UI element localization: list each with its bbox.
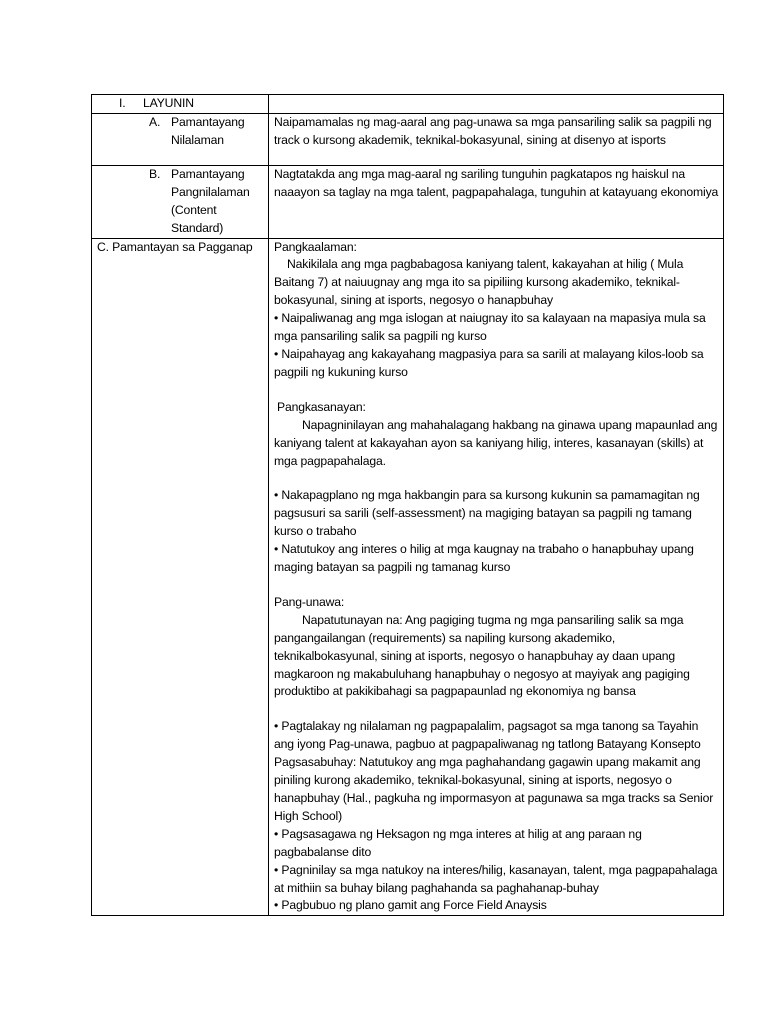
list-item: • Pagsasagawa ng Heksagon ng mga interes at hilig at ang paraan ng pagbabalanse dito	[274, 826, 642, 859]
row-letter: B.	[149, 166, 161, 181]
row-label-cell	[92, 238, 269, 916]
row-content-cell	[269, 165, 724, 238]
list-item: • Natutukoy ang interes o hilig at mga kaugnay na trabaho o hanapbuhay upang maging batayan sa pagpili ng tamanag kurso	[274, 542, 694, 575]
row-content: Naipamamalas ng mag-aaral ang pag-unawa sa mga pansariling salik sa pagpili ng track o kursong akademik, teknikal-bokasyunal, sining at disenyo at isports	[274, 114, 712, 147]
list-item: • Nakapagplano ng mga hakbangin para sa kursong kukunin sa pamamagitan ng pagsusuri sa sarili (self-assessment) na magiging batayan sa pagpili ng tamang kurso o trabaho	[274, 488, 700, 539]
table-row	[92, 165, 724, 238]
empty-header-cell	[269, 95, 724, 114]
pangunawa-intro: Napatutunayan na: Ang pagiging tugma ng mga pansariling salik sa mga pangangailangan (requirements) sa napiling kursong akademiko, teknikalbokasyunal, sining at isports, negosyo o hanapbuhay ay daan upang magkaroon ng makabuluhang hanapbuhay o negosyo at mayiyak ang pagiging produktibo at pakikibahagi sa pagpapaunlad ng ekonomiya ng bansa	[274, 612, 690, 699]
section-numeral: I.	[119, 96, 126, 110]
lesson-plan-table	[91, 94, 724, 916]
row-letter: A.	[149, 114, 161, 129]
row-content: Nagtatakda ang mga mag-aaral ng sariling tunguhin pagkatapos ng haiskul na naaayon sa taglay na mga talent, pagpapahalaga, tunguhin at katayuang ekonomiya	[274, 166, 719, 199]
pangkasanayan-intro: Napagninilayan ang mahahalagang hakbang na ginawa upang mapaunlad ang kaniyang talent at kakayahan ayon sa kaniyang hilig, interes, kasanayan (skills) at mga pagpapahalaga.	[274, 417, 718, 468]
row-label-cell	[92, 165, 269, 238]
table-row	[92, 238, 724, 916]
row-label: Pamantayang Pangnilalaman (Content Standard)	[171, 166, 250, 235]
list-item: • Pagninilay sa mga natukoy na interes/hilig, kasanayan, talent, mga pagpapahalaga at mithiin sa buhay bilang paghahanda sa paghahanap-buhay	[274, 862, 718, 895]
row-label-cell	[92, 113, 269, 165]
list-item: • Pagbubuo ng plano gamit ang Force Field Anaysis	[274, 898, 547, 913]
table-row	[92, 113, 724, 165]
list-item: • Pagtalakay ng nilalaman ng pagpapalalim, pagsagot sa mga tanong sa Tayahin ang iyong Pag-unawa, pagbuo at pagpapaliwanag ng tatlong Batayang Konsepto Pagsasabuhay: Natutukoy ang mga paghahandang gagawin upang makamit ang piniling kurong akademiko, teknikal-bokasyunal, sining at isports, negosyo o hanapbuhay (Hal., pagkuha ng impormasyon at pagunawa sa mga tracks sa Senior High School)	[274, 719, 714, 823]
section-title: LAYUNIN	[143, 96, 194, 110]
row-content-cell	[269, 238, 724, 916]
section-heading-cell	[92, 95, 269, 114]
pangunawa-heading: Pang-unawa:	[274, 594, 345, 609]
row-label: C. Pamantayan sa Pagganap	[97, 239, 253, 254]
list-item: • Naipahayag ang kakayahang magpasiya para sa sarili at malayang kilos-loob sa pagpili ng kukuning kurso	[274, 346, 704, 379]
pangkasanayan-heading: Pangkasanayan:	[277, 399, 366, 414]
pangkaalaman-intro: Nakikilala ang mga pagbabagosa kaniyang talent, kakayahan at hilig ( Mula Baitang 7) at naiuugnay ang mga ito sa pipiliing kursong akademiko, teknikal-bokasyunal, sining at isports, negosyo o hanapbuhay	[274, 257, 684, 308]
table-header-row	[92, 95, 724, 114]
row-content-cell	[269, 113, 724, 165]
list-item: • Naipaliwanag ang mga islogan at naiugnay ito sa kalayaan na mapasiya mula sa mga pansariling salik sa pagpili ng kurso	[274, 311, 706, 344]
row-label: Pamantayang Nilalaman	[171, 114, 245, 147]
pangkaalaman-heading: Pangkaalaman:	[274, 239, 357, 254]
